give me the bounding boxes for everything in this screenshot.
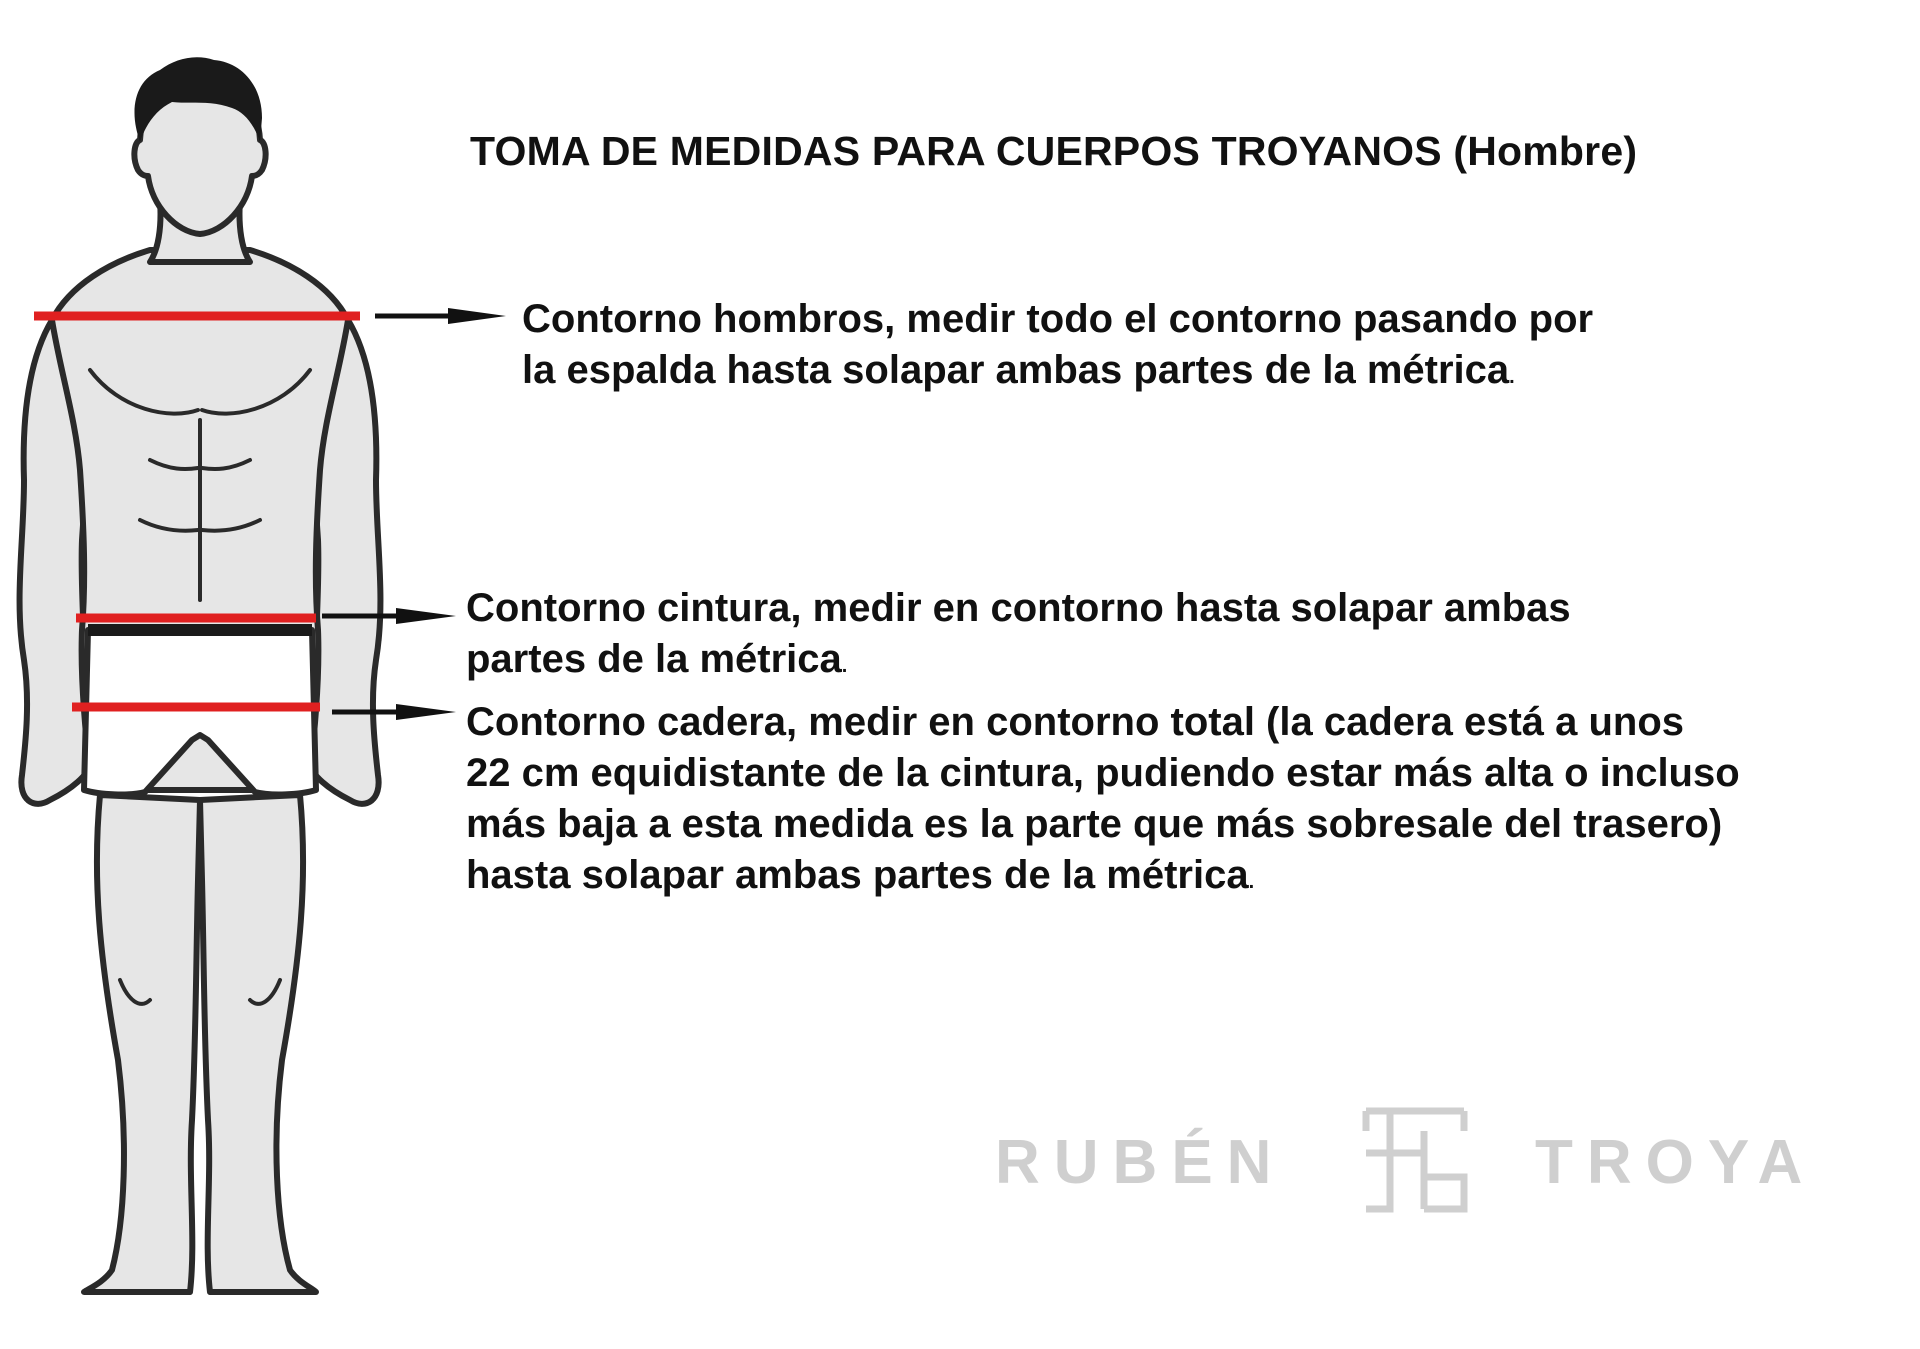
description-line: 22 cm equidistante de la cintura, pudiendo estar más alta o incluso [466,751,1740,795]
description-line: Contorno cadera, medir en contorno total (la cadera está a unos [466,700,1685,744]
brand-first-name: RUBÉN [995,1128,1286,1197]
brand-last-name: TROYA [1535,1128,1817,1197]
brand-logo [995,1105,1825,1225]
male-body-figure [0,0,420,1349]
shoulders-description [522,294,1593,403]
hip-description [466,697,1740,908]
rt-monogram-logo-icon [1360,1105,1470,1217]
description-line: Contorno hombros, medir todo el contorno pasando por [522,297,1594,341]
description-line: más baja a esta medida es la parte que más sobresale del trasero) [466,802,1723,846]
page-title: TOMA DE MEDIDAS PARA CUERPOS TROYANOS (Hombre) [470,128,1638,174]
description-line: partes de la métrica. [466,637,848,681]
description-line: la espalda hasta solapar ambas partes de la métrica. [522,348,1515,392]
description-line: Contorno cintura, medir en contorno hasta solapar ambas [466,586,1571,630]
description-line: hasta solapar ambas partes de la métrica. [466,853,1255,897]
waist-description [466,583,1571,692]
